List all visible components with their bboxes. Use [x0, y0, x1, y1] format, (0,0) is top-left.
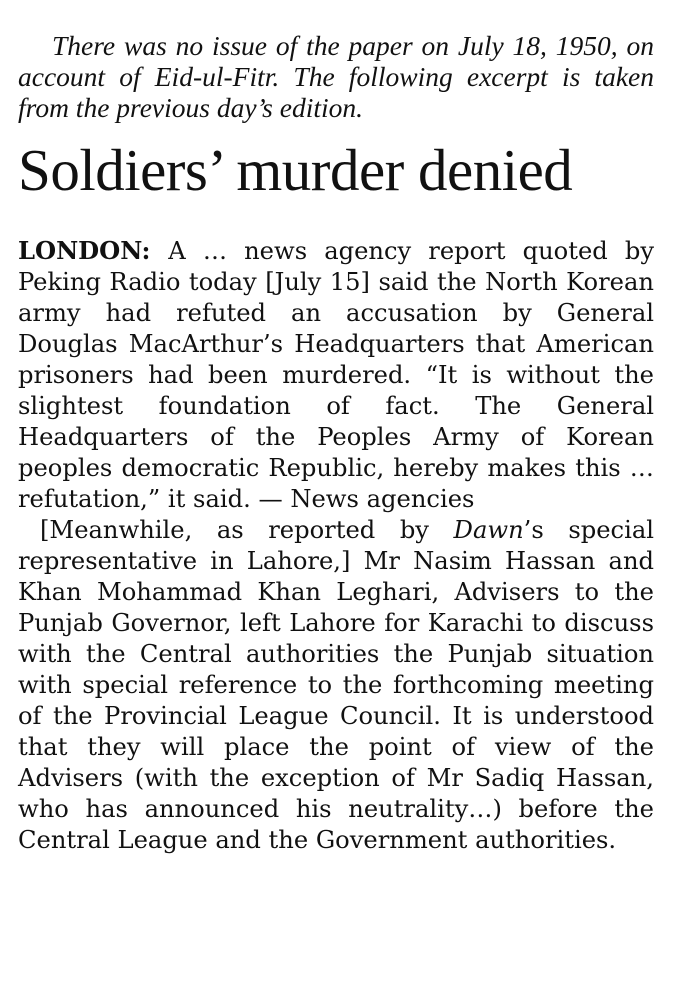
editor-note: There was no issue of the paper on July 18, 1950, on account of Eid-ul-Fitr. The following excerpt is taken from the previous day’s edition.	[18, 30, 654, 123]
paragraph-2-text-before: [Meanwhile, as reported by	[40, 516, 454, 544]
paragraph-2-text-after: ’s special representative in Lahore,] Mr Nasim Hassan and Khan Mohammad Khan Leghari, Advisers to the Punjab Governor, left Lahore for Karachi to discuss with the Central authorities the Punjab situation with special reference to the forthcoming meeting of the Provincial League Council. It is understood that they will place the point of view of the Advisers (with the exception of Mr Sadiq Hassan, who has announced his neutrality…) before the Central League and the Government authorities.	[18, 516, 654, 854]
dateline-separator: :	[141, 236, 169, 265]
paragraph-1	[18, 235, 654, 515]
paragraph-1-text: A … news agency report quoted by Peking Radio today [July 15] said the North Korean army had refuted an accusation by General Douglas MacArthur’s Headquarters that American prisoners had been murdered. “It is without the slightest foundation of fact. The General Headquarters of the Peoples Army of Korean peoples democratic Republic, hereby makes this … refutation,” it said. — News agencies	[18, 237, 654, 513]
paragraph-2	[18, 515, 654, 856]
article-body	[18, 235, 654, 856]
publication-name: Dawn	[453, 516, 524, 544]
headline: Soldiers’ murder denied	[18, 137, 573, 203]
dateline: LONDON	[18, 236, 142, 265]
article	[18, 30, 654, 856]
